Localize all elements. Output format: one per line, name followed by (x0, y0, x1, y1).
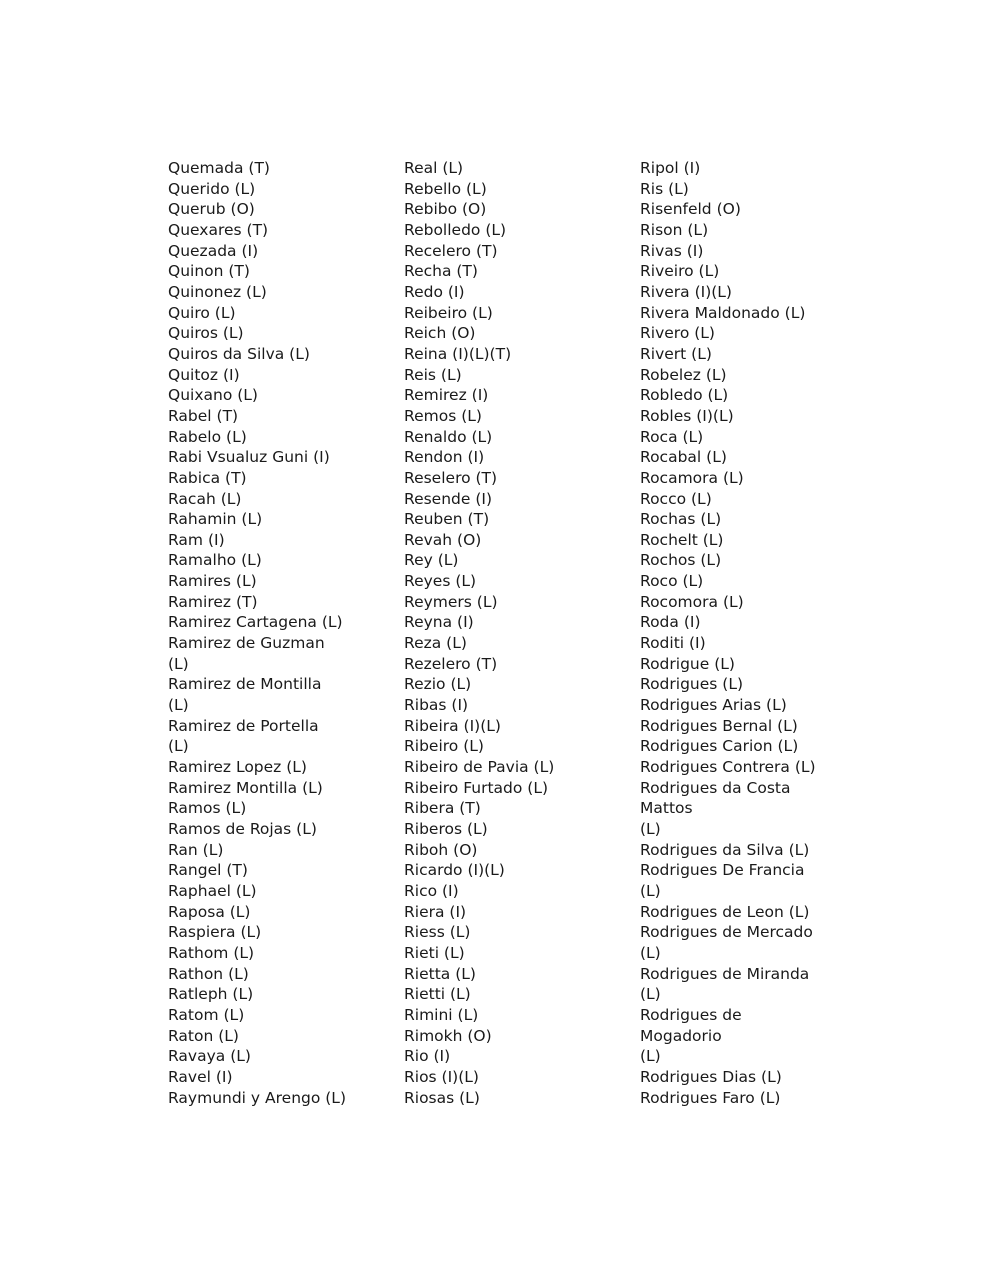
surname-entry: Ribeiro de Pavia (L) (404, 758, 555, 777)
surname-entry: (L) (640, 820, 661, 838)
surname-entry: Revah (O) (404, 530, 482, 549)
surname-entry: Rodrigues Arias (L) (640, 696, 787, 715)
surname-entry: Renaldo (L) (404, 427, 493, 446)
surname-entry: (L) (168, 737, 189, 756)
surname-entry: Rios (I)(L) (404, 1067, 479, 1086)
surname-entry: Rivera (I)(L) (640, 282, 732, 301)
surname-entry: Ravaya (L) (168, 1047, 251, 1066)
surname-entry: Rodrigues da Silva (L) (640, 840, 810, 859)
surname-entry: Rietta (L) (404, 964, 476, 983)
surname-entry: Rabi Vsualuz Guni (I) (168, 448, 330, 467)
surname-entry: Rocabal (L) (640, 448, 727, 467)
surname-entry: Riveiro (L) (640, 262, 720, 281)
surname-entry: Ran (L) (168, 840, 224, 859)
surname-entry: Rico (I) (404, 881, 459, 900)
surname-entry: Rodrigues Faro (L) (640, 1088, 781, 1107)
surname-entry: Rebolledo (L) (404, 220, 507, 239)
surname-entry: Quexares (T) (168, 220, 269, 239)
surname-entry: Ratleph (L) (168, 985, 254, 1004)
surname-entry: Quixano (L) (168, 386, 258, 405)
surname-entry: Rebello (L) (404, 179, 487, 198)
surname-entry: Ramos (L) (168, 799, 247, 818)
surname-entry: Quiros (L) (168, 324, 244, 343)
surname-entry: (L) (640, 985, 661, 1004)
surname-entry: Reis (L) (404, 365, 462, 384)
surname-entry: Roco (L) (640, 572, 704, 591)
surname-entry: Rivero (L) (640, 324, 715, 343)
surname-entry: Ramirez Lopez (L) (168, 758, 307, 777)
surname-entry: Robles (I)(L) (640, 406, 734, 425)
surname-entry: Rendon (I) (404, 448, 485, 467)
surname-entry: Quiro (L) (168, 303, 236, 322)
surname-entry: Redo (I) (404, 282, 465, 301)
surname-entry: Ripol (I) (640, 159, 701, 177)
surname-entry: Real (L) (404, 159, 464, 177)
surname-column-2 (404, 158, 604, 1108)
surname-entry: Quinon (T) (168, 262, 250, 281)
surname-entry: Quemada (T) (168, 159, 270, 177)
surname-entry: Reselero (T) (404, 468, 498, 487)
surname-entry: Remos (L) (404, 406, 482, 425)
surname-entry: Rochelt (L) (640, 530, 724, 549)
surname-entry: Mogadorio (640, 1026, 722, 1045)
surname-entry: Querub (O) (168, 200, 255, 219)
surname-entry: Ramirez de Montilla (168, 675, 322, 694)
surname-entry: Rodrigues (L) (640, 675, 744, 694)
surname-entry: Quinonez (L) (168, 282, 267, 301)
surname-column-3 (640, 158, 840, 1108)
surname-entry: Rezio (L) (404, 675, 472, 694)
surname-entry: Remirez (I) (404, 386, 489, 405)
surname-entry: Rocco (L) (640, 489, 712, 508)
surname-entry: Rodrigues de Mercado (640, 923, 813, 942)
surname-entry: Rebibo (O) (404, 200, 487, 219)
surname-entry: Rabica (T) (168, 468, 247, 487)
surname-entry: Ratom (L) (168, 1005, 245, 1024)
surname-entry: Ramirez de Portella (168, 716, 319, 735)
surname-entry: Ribeira (I)(L) (404, 716, 501, 735)
surname-entry: Reibeiro (L) (404, 303, 493, 322)
surname-entry: Ramalho (L) (168, 551, 262, 570)
surname-entry: Mattos (640, 799, 693, 818)
surname-entry: Riosas (L) (404, 1088, 480, 1107)
surname-entry: Reuben (T) (404, 510, 490, 529)
surname-entry: (L) (640, 943, 661, 962)
surname-entry: Rodrigues Carion (L) (640, 737, 799, 756)
surname-entry: Raymundi y Arengo (L) (168, 1088, 346, 1107)
surname-entry: Rodrigue (L) (640, 654, 735, 673)
surname-entry: Ramirez Montilla (L) (168, 778, 323, 797)
surname-entry: Rio (I) (404, 1047, 451, 1066)
surname-entry: Querido (L) (168, 179, 256, 198)
surname-entry: Rodrigues de Leon (L) (640, 902, 810, 921)
surname-entry: Rocomora (L) (640, 592, 744, 611)
surname-entry: Reich (O) (404, 324, 476, 343)
surname-entry: Recha (T) (404, 262, 478, 281)
surname-entry: (L) (168, 696, 189, 715)
surname-entry: Rivert (L) (640, 344, 712, 363)
surname-entry: Reyna (I) (404, 613, 474, 632)
surname-entry: Raposa (L) (168, 902, 251, 921)
surname-entry: Ramirez Cartagena (L) (168, 613, 343, 632)
surname-entry: Ravel (I) (168, 1067, 233, 1086)
surname-entry: Rahamin (L) (168, 510, 263, 529)
surname-entry: Roca (L) (640, 427, 704, 446)
surname-entry: Rison (L) (640, 220, 709, 239)
surname-entry: Rodrigues Dias (L) (640, 1067, 782, 1086)
surname-entry: Riberos (L) (404, 820, 488, 838)
surname-column-1 (168, 158, 368, 1108)
surname-entry: Raton (L) (168, 1026, 239, 1045)
surname-entry: Rabel (T) (168, 406, 239, 425)
surname-entry: Rivas (I) (640, 241, 704, 260)
surname-entry: Reymers (L) (404, 592, 498, 611)
surname-entry: Raphael (L) (168, 881, 257, 900)
surname-entry: (L) (640, 1047, 661, 1066)
surname-entry: Ramirez (T) (168, 592, 258, 611)
surname-entry: Quitoz (I) (168, 365, 240, 384)
surname-entry: Resende (I) (404, 489, 493, 508)
surname-entry: Roda (I) (640, 613, 701, 632)
surname-entry: Reyes (L) (404, 572, 477, 591)
surname-entry: Rezelero (T) (404, 654, 498, 673)
surname-entry: Quiros da Silva (L) (168, 344, 310, 363)
surname-entry: Rodrigues Bernal (L) (640, 716, 798, 735)
surname-entry: Rimini (L) (404, 1005, 479, 1024)
surname-entry: Raspiera (L) (168, 923, 262, 942)
surname-entry: Reza (L) (404, 634, 467, 653)
surname-entry: Rabelo (L) (168, 427, 247, 446)
surname-entry: Ribeiro (L) (404, 737, 484, 756)
surname-entry: (L) (168, 654, 189, 673)
surname-entry: Rathon (L) (168, 964, 249, 983)
surname-entry: Ricardo (I)(L) (404, 861, 505, 880)
surname-entry: Riboh (O) (404, 840, 478, 859)
surname-entry: Ram (I) (168, 530, 225, 549)
surname-entry: Rathom (L) (168, 943, 255, 962)
surname-entry: Rey (L) (404, 551, 459, 570)
surname-entry: Reina (I)(L)(T) (404, 344, 512, 363)
surname-entry: Rietti (L) (404, 985, 471, 1004)
surname-entry: Racah (L) (168, 489, 242, 508)
surname-entry: Riess (L) (404, 923, 471, 942)
surname-entry: Rodrigues Contrera (L) (640, 758, 816, 777)
surname-entry: Ribera (T) (404, 799, 481, 818)
surname-entry: Risenfeld (O) (640, 200, 741, 219)
surname-entry: Ramos de Rojas (L) (168, 820, 317, 838)
surname-entry: Rochas (L) (640, 510, 722, 529)
surname-entry: Rodrigues da Costa (640, 778, 791, 797)
surname-entry: Rocamora (L) (640, 468, 744, 487)
surname-entry: (L) (640, 881, 661, 900)
surname-entry: Ribeiro Furtado (L) (404, 778, 549, 797)
surname-entry: Ribas (I) (404, 696, 469, 715)
surname-entry: Rivera Maldonado (L) (640, 303, 806, 322)
surname-entry: Rangel (T) (168, 861, 248, 880)
surname-entry: Rimokh (O) (404, 1026, 492, 1045)
surname-entry: Rieti (L) (404, 943, 465, 962)
surname-entry: Ramires (L) (168, 572, 257, 591)
surname-entry: Riera (I) (404, 902, 467, 921)
surname-entry: Rodrigues de Miranda (640, 964, 810, 983)
surname-entry: Robledo (L) (640, 386, 729, 405)
surname-entry: Quezada (I) (168, 241, 259, 260)
surname-entry: Recelero (T) (404, 241, 498, 260)
surname-entry: Ris (L) (640, 179, 689, 198)
surname-entry: Rochos (L) (640, 551, 722, 570)
surname-entry: Rodrigues de (640, 1005, 742, 1024)
surname-entry: Robelez (L) (640, 365, 727, 384)
surname-entry: Ramirez de Guzman (168, 634, 325, 653)
surname-entry: Rodrigues De Francia (640, 861, 805, 880)
surname-entry: Roditi (I) (640, 634, 706, 653)
